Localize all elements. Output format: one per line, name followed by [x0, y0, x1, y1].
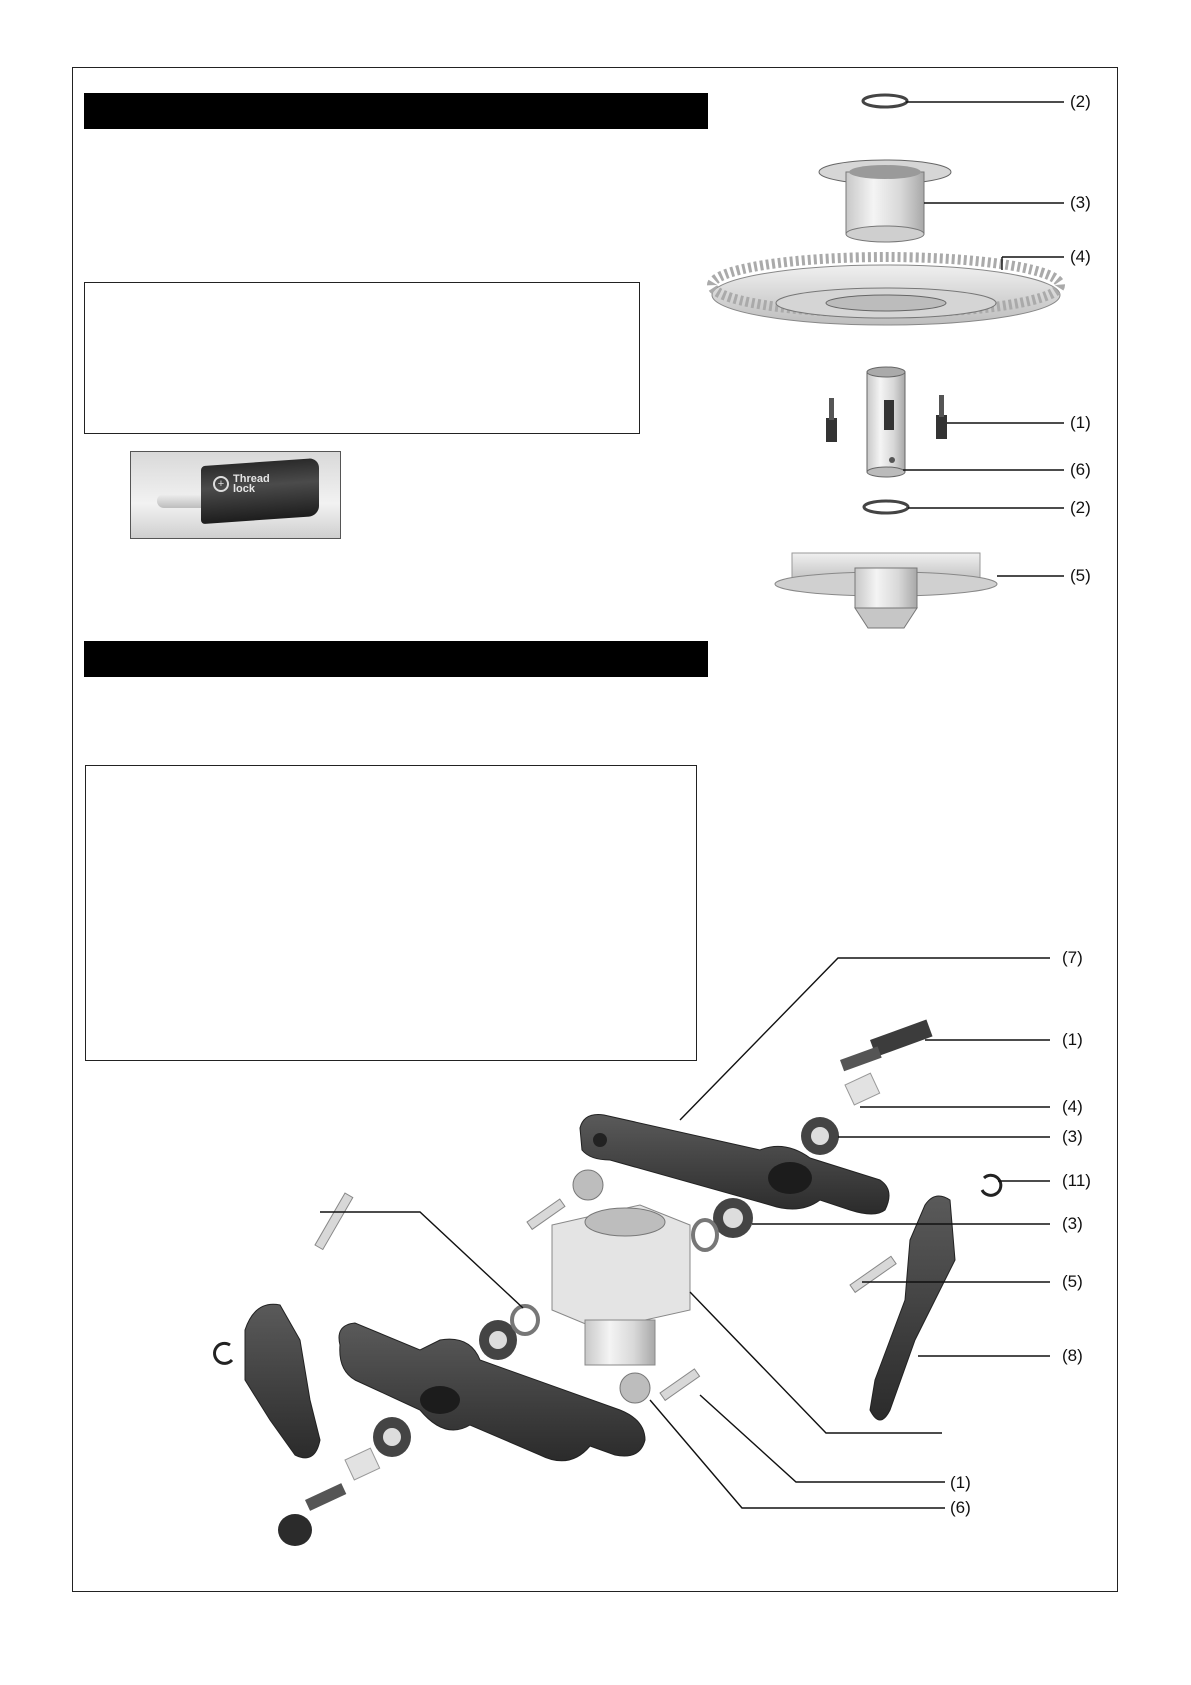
callout-top-6: (6) [1070, 460, 1091, 479]
ball-upper [573, 1170, 603, 1200]
callout-top-2a: (2) [1070, 92, 1091, 111]
washout-base [552, 1205, 690, 1365]
bellcrank-left [245, 1304, 320, 1458]
e-clip-left [215, 1343, 232, 1363]
callout-top-4: (4) [1070, 247, 1091, 266]
pin-light-3 [660, 1369, 700, 1400]
callout-bottom-3a: (3) [1062, 1127, 1083, 1146]
plus-circle-icon: + [213, 476, 229, 492]
tail-drive-gear [775, 553, 997, 628]
callout-bottom-4: (4) [1062, 1097, 1083, 1116]
washer-upper [693, 1220, 717, 1250]
main-gear [712, 257, 1060, 325]
washer-lower [512, 1306, 538, 1334]
ball-lower [620, 1373, 650, 1403]
bearing-upper-b [713, 1198, 753, 1238]
callout-top-3: (3) [1070, 193, 1091, 212]
thread-locker-line1: Thread [233, 473, 270, 485]
gear-hub-shaft [867, 367, 905, 477]
socket-bolt-left [826, 398, 837, 442]
callout-bottom-7: (7) [1062, 948, 1083, 967]
pin-light-1 [315, 1193, 353, 1249]
callout-bottom-6: (6) [950, 1498, 971, 1517]
bushing-upper [845, 1073, 880, 1105]
bolt-upper-right [840, 1019, 933, 1071]
callout-bottom-3b: (3) [1062, 1214, 1083, 1233]
bolt-lower-left [278, 1483, 346, 1546]
callout-top-2b: (2) [1070, 498, 1091, 517]
socket-bolt-right [936, 395, 947, 439]
bearing-block [819, 160, 951, 242]
bushing-lower [345, 1448, 380, 1480]
callout-bottom-1b: (1) [950, 1473, 971, 1492]
callout-top-1: (1) [1070, 413, 1091, 432]
snap-ring-lower [864, 501, 908, 513]
callout-bottom-1a: (1) [1062, 1030, 1083, 1049]
bearing-lower-b [373, 1417, 411, 1457]
callout-bottom-5: (5) [1062, 1272, 1083, 1291]
callout-bottom-11: (11) [1062, 1171, 1091, 1190]
bearing-upper-a [801, 1117, 839, 1155]
pin-light-2 [850, 1256, 896, 1292]
snap-ring-top [863, 95, 907, 107]
e-clip-right [982, 1175, 1001, 1195]
bellcrank-right [870, 1196, 955, 1420]
callout-top-5: (5) [1070, 566, 1091, 585]
thread-locker-line2: lock [233, 483, 256, 495]
callout-bottom-8: (8) [1062, 1346, 1083, 1365]
